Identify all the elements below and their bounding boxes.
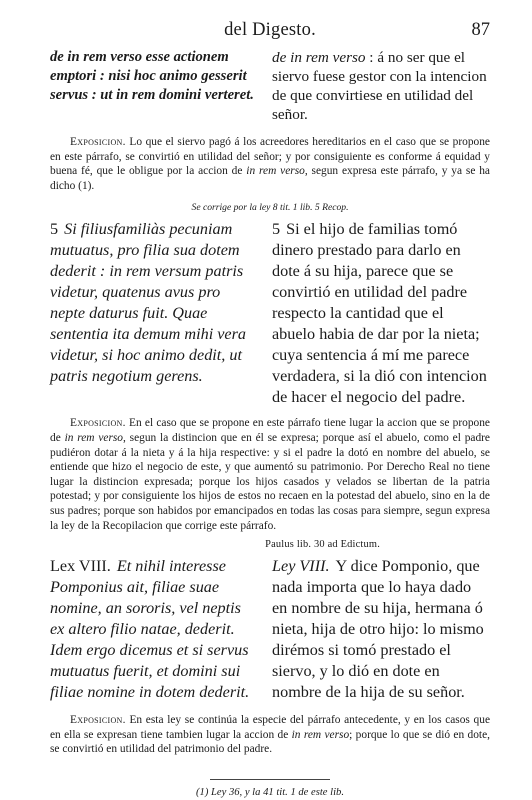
exposicion-text-1b: , segun expresa este párrafo, y ya se ha dicho (1).	[50, 165, 490, 192]
exposicion-2	[50, 416, 490, 533]
exposicion-label-3: Exposicion.	[70, 714, 126, 727]
running-title: del Digesto.	[224, 20, 316, 40]
latin-text-1: de in rem verso esse actionem emptori : nisi hoc animo gesserit servus : ut in rem domini verteret.	[50, 49, 254, 103]
spanish-text-2	[272, 219, 490, 408]
source-note-2	[50, 539, 490, 550]
spanish-text-1	[272, 48, 490, 124]
page-number: 87	[471, 20, 490, 40]
exposicion-1	[50, 135, 490, 193]
ley-heading: Ley VIII.	[272, 557, 330, 576]
footnote-divider	[210, 779, 330, 780]
spanish-body-2: Si el hijo de familias tomó dinero prestado para darlo en dote á su hija, parece que se convirtió en utilidad del padre respecto la cantidad que el abuelo habia de dar por la nieta; cuya sentencia á mí me parece verdadera, si la dió con intencion de hacer el negocio del padre.	[272, 220, 487, 407]
exposicion-italic-3: in rem verso	[291, 728, 350, 741]
book-page	[50, 20, 490, 798]
exposicion-3	[50, 713, 490, 757]
paragraph-number-spanish: 5	[272, 220, 281, 239]
passage-block-3	[50, 556, 490, 703]
passage-block-1	[50, 48, 490, 124]
spanish-rest-1: : á no ser que el siervo fuese gestor con la intencion de que convirtiese en utilidad del señor.	[272, 49, 487, 123]
exposicion-italic-1: in rem verso	[246, 165, 305, 178]
exposicion-label-2: Exposicion.	[70, 417, 126, 430]
exposicion-text-2a: En el caso que se propone en este párrafo tiene lugar la accion que se propone de	[50, 417, 490, 444]
page-header	[50, 20, 490, 46]
latin-body-2: Si filiusfamiliàs pecuniam mutuatus, pro filia sua dotem dederit : in rem versum patris videtur, quatenus avus pro nepte daturus fuit. Quae sententia ita demum mihi vera videtur, si hoc animo dedit, ut patris negotium gerens.	[50, 220, 247, 386]
exposicion-label-1: Exposicion.	[70, 136, 126, 148]
paragraph-number-latin: 5	[50, 220, 59, 239]
spanish-body-3: Y dice Pomponio, que nada importa que lo haya dado en nombre de su hija, hermana ó nieta, hija de otro hijo: lo mismo dirémos si tomó prestado el siervo, y lo dió en dote en nombre de la hija de su señor.	[272, 557, 484, 702]
spanish-italic-1: de in rem verso	[272, 49, 366, 66]
latin-text-3	[50, 556, 255, 703]
lex-heading: Lex VIII.	[50, 557, 111, 576]
latin-text-2	[50, 219, 255, 408]
source-note-1: Se corrige por la ley 8 tit. 1 lib. 5 Recop.	[191, 202, 349, 214]
exposicion-text-3a: En esta ley se continúa la especie del párrafo antecedente, y en los casos que en ella se expresan tiene tambien lugar la accion de	[50, 714, 490, 741]
passage-block-2	[50, 219, 490, 408]
exposicion-text-1a: Lo que el siervo pagó á los acreedores hereditarios en el caso que se propone en este párrafo, se convirtió en utilidad del señor; y por consiguiente es conforme á equidad y buena fé, que le obligue por la accion de	[50, 136, 490, 178]
footnote: (1) Ley 36, y la 41 tit. 1 de este lib.	[196, 786, 344, 798]
spanish-text-3	[272, 556, 490, 703]
latin-body-3: Et nihil interesse Pomponius ait, filiae suae nomine, an sororis, vel neptis ex altero filio natae, dederit. Idem ergo dicemus et si servus mutuatus fuerit, et domini sui filiae nomine in dotem dederit.	[50, 557, 250, 702]
source-note-2-text: Paulus lib. 30 ad Edictum.	[265, 539, 380, 551]
exposicion-text-2b: , segun la distincion que en él se expresa; porque así el abuelo, como el padre pudiéron dotar á la nieta y á la hija respective: y si el padre la dotó en nombre del abuelo, se entiende que hizo el negocio de este, y que aumentó su patrimonio. Por Derecho Real no tiene lugar la distincion expresada; porque los hijos casados y velados se libertan de la patria potestad; y por consiguiente los hijos de estos no recaen en la potestad del abuelo, sino en la de sus padres; porque son habidos por emancipados en todas las cosas para siempre, segun expresa la ley de la Recopilacion que corrige este párrafo.	[50, 431, 490, 532]
exposicion-italic-2: in rem verso	[64, 431, 124, 444]
exposicion-text-3b: ; porque lo que se dió en dote, se convirtió en utilidad del patrimonio del padre.	[50, 728, 490, 756]
